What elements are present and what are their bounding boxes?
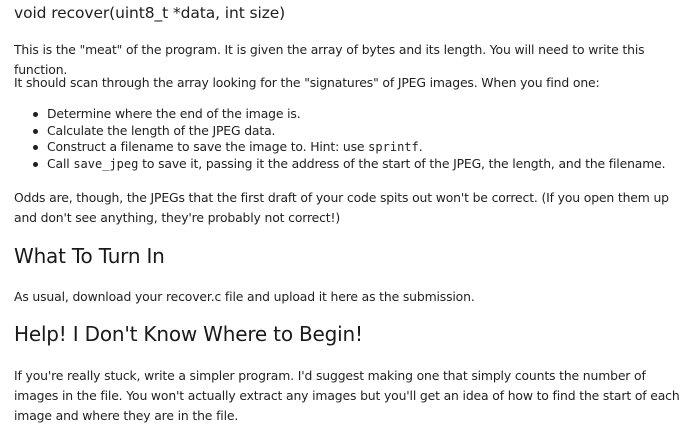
function-heading: void recover(uint8_t *data, int size) bbox=[14, 4, 286, 22]
step-text: Call bbox=[47, 155, 74, 171]
step-text: Determine where the end of the image is. bbox=[47, 106, 301, 121]
turn-in-paragraph: As usual, download your recover.c file and upload it here as the submission. bbox=[14, 289, 475, 304]
list-item bbox=[47, 139, 665, 156]
list-item bbox=[47, 156, 665, 173]
help-heading: Help! I Don't Know Where to Begin! bbox=[14, 322, 363, 346]
step-text: Construct a filename to save the image to. Hint: use bbox=[47, 139, 369, 154]
step-text: to save it, passing it the address of the start of the JPEG, the length, and the filename. bbox=[138, 155, 666, 171]
inline-code: save_jpeg bbox=[73, 156, 139, 171]
list-item bbox=[47, 106, 665, 123]
turn-in-heading: What To Turn In bbox=[14, 244, 165, 268]
step-text: Calculate the length of the JPEG data. bbox=[47, 122, 276, 138]
list-item bbox=[47, 123, 665, 140]
odds-paragraph: Odds are, though, the JPEGs that the first draft of your code spits out won't be correct. (If you open them up and don't see anything, they're probably not correct!) bbox=[14, 190, 669, 225]
steps-list bbox=[14, 106, 665, 172]
scan-paragraph: It should scan through the array looking for the "signatures" of JPEG images. When you find one: bbox=[14, 75, 600, 90]
help-paragraph: If you're really stuck, write a simpler program. I'd suggest making one that simply counts the number of images in the file. You won't actually extract any images but you'll get an idea of how to find the start of each image and where they are in the file. bbox=[14, 368, 680, 423]
intro-paragraph: This is the "meat" of the program. It is given the array of bytes and its length. You will need to write this function. bbox=[14, 42, 645, 77]
step-text: . bbox=[418, 139, 423, 154]
inline-code: sprintf bbox=[368, 140, 419, 154]
